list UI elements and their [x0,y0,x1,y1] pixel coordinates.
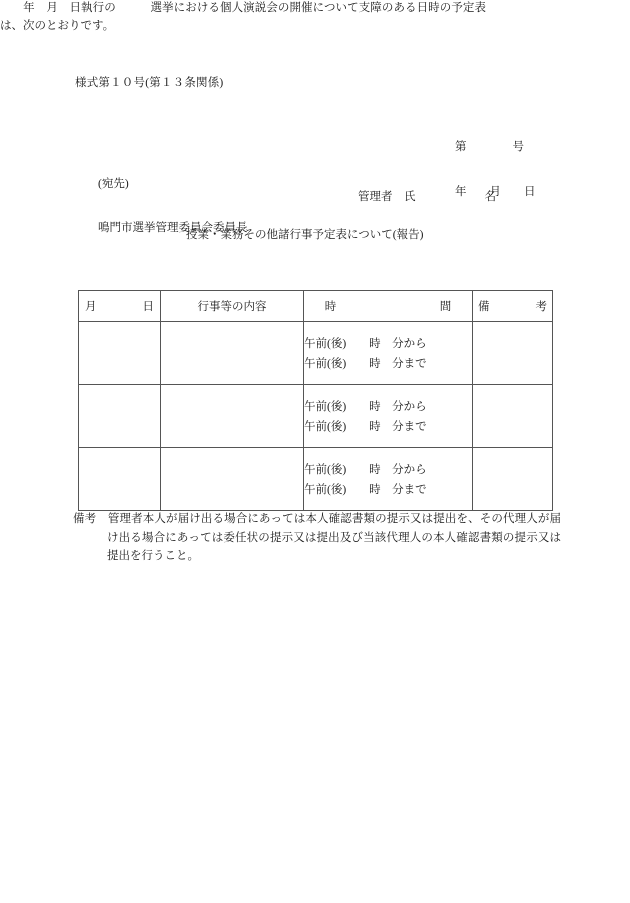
document-body-text: 年 月 日執行の 選挙における個人演説会の開催について支障のある日時の予定表は、次のとおりです。 [0,2,486,32]
document-number-block [455,119,536,231]
addressee-label: (宛先) [98,178,129,190]
cell-time[interactable] [304,322,473,385]
cell-remarks[interactable] [473,448,553,511]
time-to-label: 午前(後) 時 分まで [304,358,427,370]
cell-month-day[interactable] [79,385,161,448]
cell-event-content[interactable] [161,322,304,385]
time-from-label: 午前(後) 時 分から [304,338,427,350]
footnote-label: 備考 [73,513,97,525]
cell-remarks[interactable] [473,385,553,448]
time-from-label: 午前(後) 時 分から [304,401,427,413]
header-event-content-label: 行事等の内容 [197,301,267,313]
addressee-block [98,156,248,266]
cell-time[interactable] [304,385,473,448]
cell-event-content[interactable] [161,448,304,511]
header-remarks [473,291,553,322]
footnote-block [73,510,561,566]
schedule-table [78,290,553,511]
cell-month-day[interactable] [79,448,161,511]
header-month-day [79,291,161,322]
header-month-day-label: 月 日 [85,301,154,313]
header-remarks-label: 備 考 [478,301,547,313]
document-date-line: 年 月 日 [455,185,536,198]
footnote-text: 管理者本人が届け出る場合にあっては本人確認書類の提示又は提出を、その代理人が届け出る場合にあっては委任状の提示又は提出及び当該代理人の本人確認書類の提示又は提出を行うこと。 [96,513,561,563]
addressee-name: 鳴門市選挙管理委員会委員長 [98,221,248,234]
manager-name-line: 管理者 氏 名 [358,191,496,203]
cell-time[interactable] [304,448,473,511]
cell-month-day[interactable] [79,322,161,385]
time-to-label: 午前(後) 時 分まで [304,421,427,433]
document-subject: 授業・業務その他諸行事予定表について(報告) [186,229,424,241]
header-time [304,291,473,322]
table-row [79,385,553,448]
table-row [79,322,553,385]
header-time-label: 時 間 [324,301,452,313]
cell-remarks[interactable] [473,322,553,385]
form-number-label: 様式第１０号(第１３条関係) [75,77,224,89]
time-to-label: 午前(後) 時 分まで [304,484,427,496]
table-header-row [79,291,553,322]
time-from-label: 午前(後) 時 分から [304,464,427,476]
document-number-line: 第 号 [455,141,524,153]
cell-event-content[interactable] [161,385,304,448]
table-row [79,448,553,511]
header-event-content [161,291,304,322]
